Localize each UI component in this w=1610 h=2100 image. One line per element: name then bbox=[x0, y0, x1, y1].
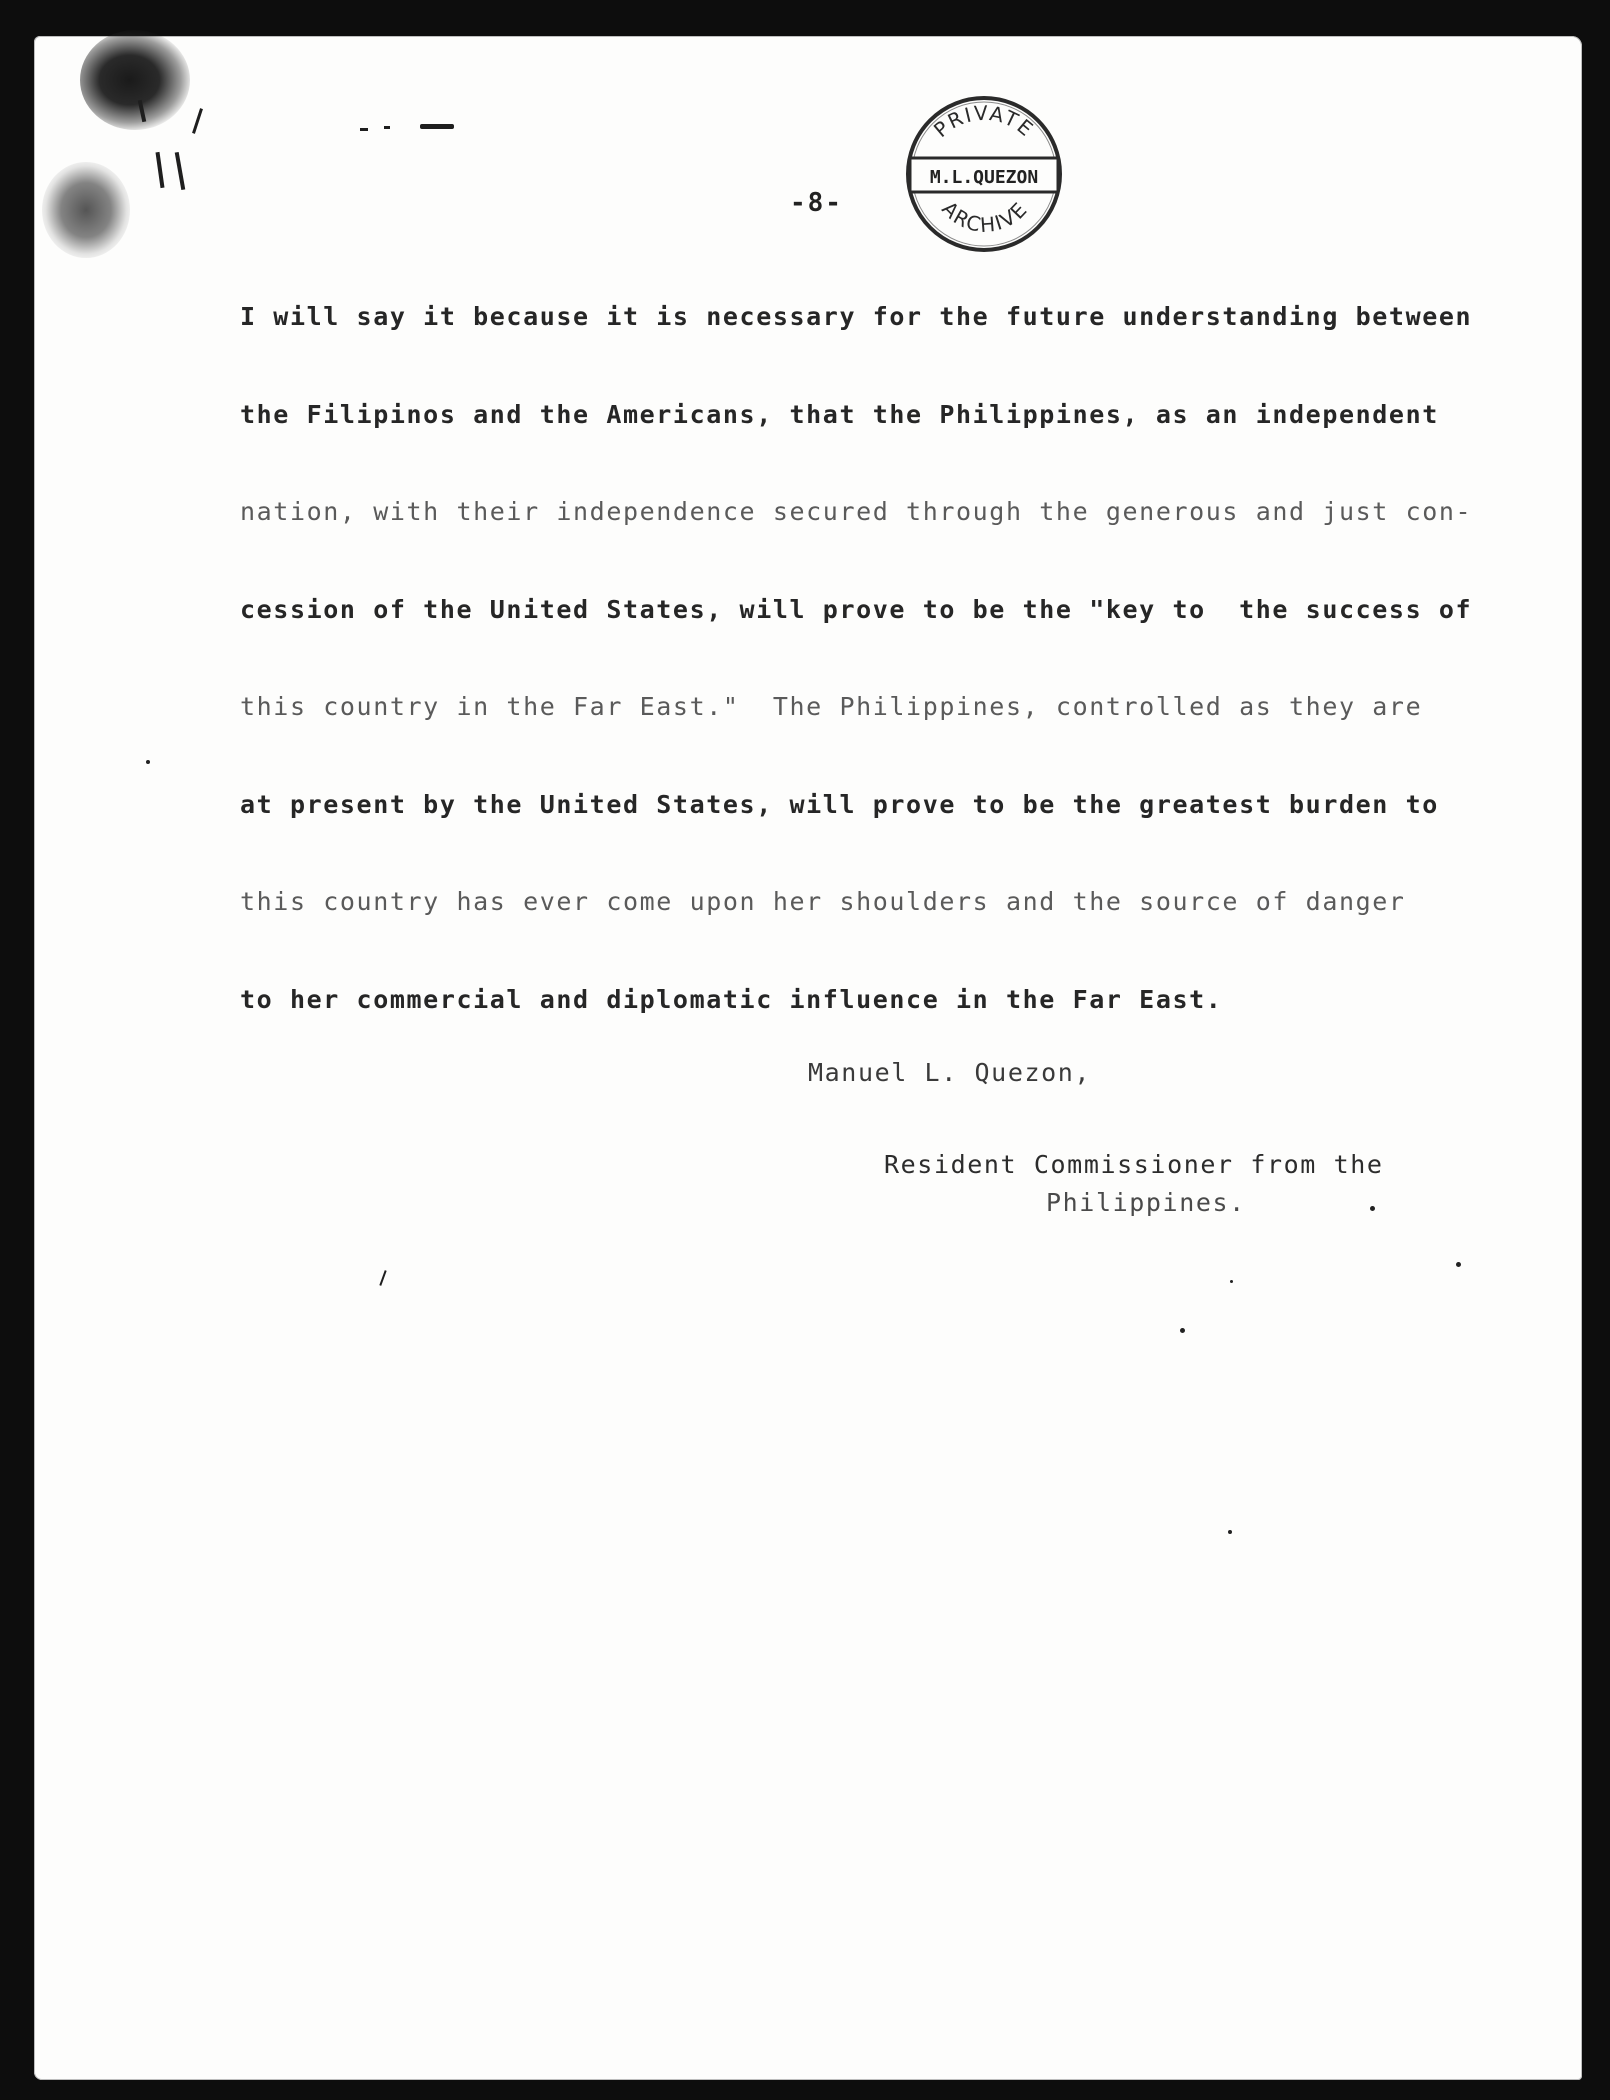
speck bbox=[146, 760, 150, 764]
ink-blot bbox=[80, 30, 190, 130]
pen-mark bbox=[360, 128, 368, 131]
stamp-center-text: M.L.QUEZON bbox=[929, 167, 1039, 188]
page-number: -8- bbox=[790, 188, 843, 218]
stamp-top-text: PRIVATE bbox=[928, 100, 1039, 143]
signer-title-continued: Philippines. bbox=[1046, 1188, 1246, 1217]
body-line: nation, with their independence secured through the generous and just con- bbox=[240, 497, 1473, 526]
body-line: this country has ever come upon her shoulders and the source of danger bbox=[240, 887, 1406, 916]
stamp-bottom-text: ARCHIVE bbox=[937, 196, 1033, 238]
signature: Manuel L. Quezon, bbox=[808, 1058, 1092, 1087]
speck bbox=[1180, 1328, 1185, 1333]
body-line: at present by the United States, will prove to be the greatest burden to bbox=[240, 789, 1439, 819]
speck bbox=[1370, 1206, 1375, 1211]
ink-blot bbox=[42, 162, 130, 258]
body-line: cession of the United States, will prove to be the "key to the success of bbox=[240, 594, 1473, 624]
signer-title: Resident Commissioner from the bbox=[884, 1150, 1384, 1179]
archive-stamp bbox=[902, 92, 1066, 256]
body-line: to her commercial and diplomatic influence in the Far East. bbox=[240, 984, 1223, 1014]
pen-mark bbox=[420, 124, 454, 129]
body-line: the Filipinos and the Americans, that the Philippines, as an independent bbox=[240, 399, 1439, 429]
speck bbox=[1456, 1262, 1461, 1267]
speck bbox=[1228, 1530, 1232, 1534]
body-line: this country in the Far East." The Philippines, controlled as they are bbox=[240, 692, 1423, 721]
letter-body bbox=[240, 268, 1490, 1048]
pen-mark bbox=[384, 126, 390, 129]
body-line: I will say it because it is necessary for the future understanding between bbox=[240, 302, 1473, 331]
speck bbox=[1230, 1280, 1233, 1283]
